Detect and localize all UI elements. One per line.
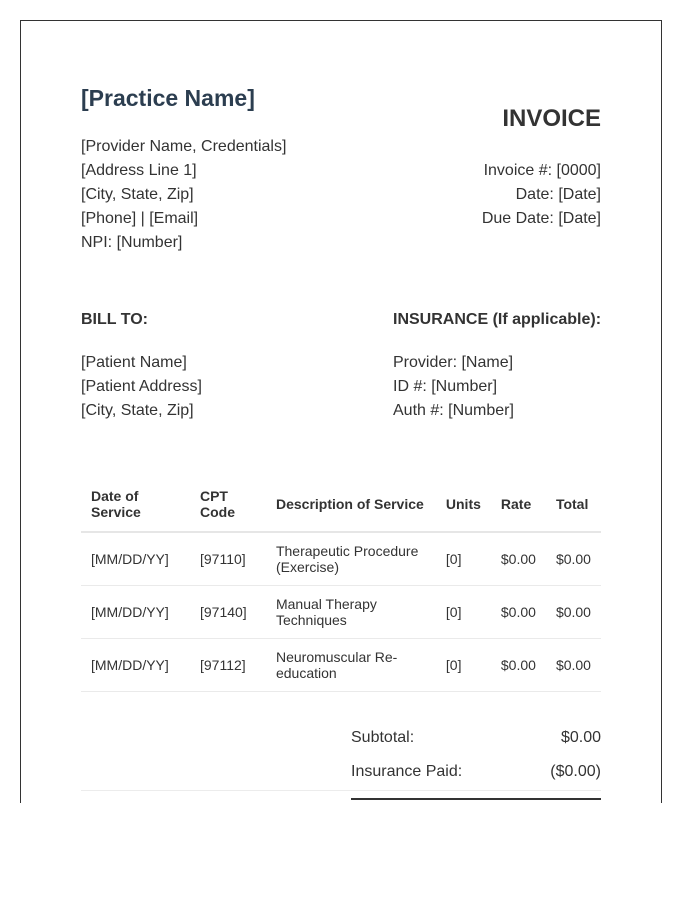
insurance-paid-value: ($0.00) <box>550 763 601 780</box>
totals-divider <box>351 798 601 800</box>
patient-city-state-zip: [City, State, Zip] <box>81 402 194 419</box>
insurance-provider: Provider: [Name] <box>393 354 514 371</box>
services-table <box>81 481 601 692</box>
row-rate: $0.00 <box>491 532 546 586</box>
row-units: [0] <box>436 532 491 586</box>
table-row <box>81 586 601 639</box>
row-cpt: [97140] <box>190 586 266 639</box>
row-total: $0.00 <box>546 532 601 586</box>
practice-name: [Practice Name] <box>81 85 255 111</box>
patient-address: [Patient Address] <box>81 378 202 395</box>
row-rate: $0.00 <box>491 639 546 692</box>
header-description: Description of Service <box>266 481 436 532</box>
provider-contact: [Phone] | [Email] <box>81 210 199 227</box>
provider-name: [Provider Name, Credentials] <box>81 138 287 155</box>
header-units: Units <box>436 481 491 532</box>
provider-npi: NPI: [Number] <box>81 234 183 251</box>
invoice-date: Date: [Date] <box>515 186 601 203</box>
patient-name: [Patient Name] <box>81 354 187 371</box>
row-total: $0.00 <box>546 639 601 692</box>
row-units: [0] <box>436 586 491 639</box>
bill-to-heading: BILL TO: <box>81 311 148 328</box>
subtotal-label: Subtotal: <box>351 729 415 746</box>
insurance-info <box>393 351 514 423</box>
section-divider <box>81 790 601 791</box>
row-description: Manual Therapy Techniques <box>266 586 436 639</box>
table-header-row <box>81 481 601 532</box>
bill-to-info <box>81 351 202 423</box>
provider-address: [Address Line 1] <box>81 162 197 179</box>
row-date: [MM/DD/YY] <box>81 532 190 586</box>
invoice-number: Invoice #: [0000] <box>483 162 601 179</box>
row-description: Therapeutic Procedure (Exercise) <box>266 532 436 586</box>
header-rate: Rate <box>491 481 546 532</box>
header-cpt-code: CPT Code <box>190 481 266 532</box>
invoice-due-date: Due Date: [Date] <box>481 210 601 227</box>
header-total: Total <box>546 481 601 532</box>
totals-section <box>351 721 601 789</box>
invoice-meta <box>482 159 601 231</box>
row-rate: $0.00 <box>491 586 546 639</box>
insurance-paid-label: Insurance Paid: <box>351 763 463 780</box>
insurance-auth: Auth #: [Number] <box>393 402 514 419</box>
invoice-title: INVOICE <box>502 105 601 132</box>
subtotal-value: $0.00 <box>560 729 601 746</box>
invoice-page <box>20 20 662 803</box>
row-date: [MM/DD/YY] <box>81 586 190 639</box>
insurance-heading: INSURANCE (If applicable): <box>393 311 602 328</box>
row-date: [MM/DD/YY] <box>81 639 190 692</box>
row-units: [0] <box>436 639 491 692</box>
table-row <box>81 639 601 692</box>
provider-info <box>81 135 286 255</box>
insurance-id: ID #: [Number] <box>393 378 498 395</box>
row-cpt: [97112] <box>190 639 266 692</box>
row-cpt: [97110] <box>190 532 266 586</box>
subtotal-row <box>351 721 601 755</box>
insurance-paid-row <box>351 755 601 789</box>
provider-city-state-zip: [City, State, Zip] <box>81 186 194 203</box>
table-row <box>81 532 601 586</box>
header-date-of-service: Date of Service <box>81 481 190 532</box>
row-description: Neuromuscular Re-education <box>266 639 436 692</box>
row-total: $0.00 <box>546 586 601 639</box>
